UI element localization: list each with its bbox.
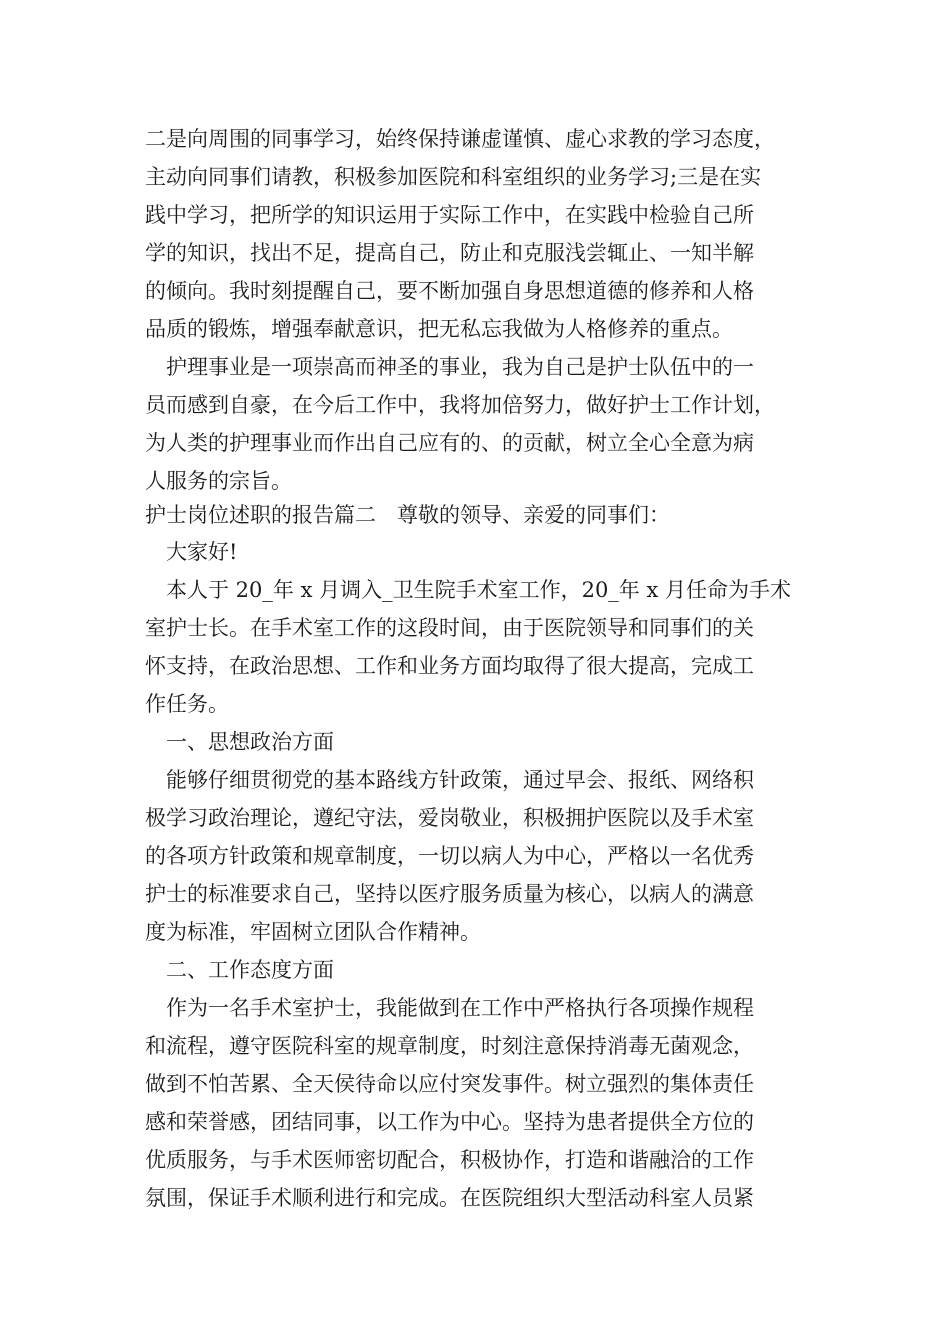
text-line: 品质的锻炼，增强奉献意识，把无私忘我做为人格修养的重点。: [145, 317, 733, 341]
subheading: 一、思想政治方面: [166, 730, 334, 754]
text-line: 氛围，保证手术顺利进行和完成。在医院组织大型活动科室人员紧: [145, 1186, 754, 1210]
text-line: 度为标准，牢固树立团队合作精神。: [145, 920, 481, 944]
text-line: 本人于 20_年 x 月调入_卫生院手术室工作，20_年 x 月任命为手术: [166, 578, 792, 602]
text-line: 和流程，遵守医院科室的规章制度，时刻注意保持消毒无菌观念，: [145, 1034, 754, 1058]
text-line: 做到不怕苦累、全天侯待命以应付突发事件。树立强烈的集体责任: [145, 1072, 754, 1096]
subheading: 二、工作态度方面: [166, 958, 334, 982]
text-line: 学的知识，找出不足，提高自己，防止和克服浅尝辄止、一知半解: [145, 241, 754, 265]
text-line: 极学习政治理论，遵纪守法，爱岗敬业，积极拥护医院以及手术室: [145, 806, 754, 830]
text-line: 护士的标准要求自己，坚持以医疗服务质量为核心，以病人的满意: [145, 882, 754, 906]
text-line: 员而感到自豪，在今后工作中，我将加倍努力，做好护士工作计划，: [145, 393, 775, 417]
section-heading: 护士岗位述职的报告篇二 尊敬的领导、亲爱的同事们：: [145, 503, 670, 527]
text-line: 践中学习，把所学的知识运用于实际工作中，在实践中检验自己所: [145, 203, 754, 227]
text-line: 怀支持，在政治思想、工作和业务方面均取得了很大提高，完成工: [145, 654, 754, 678]
text-line: 能够仔细贯彻党的基本路线方针政策，通过早会、报纸、网络积: [166, 768, 754, 792]
text-line: 作任务。: [145, 692, 229, 716]
text-line: 主动向同事们请教，积极参加医院和科室组织的业务学习;三是在实: [145, 165, 762, 189]
text-line: 的倾向。我时刻提醒自己，要不断加强自身思想道德的修养和人格: [145, 279, 754, 303]
text-line: 优质服务，与手术医师密切配合，积极协作，打造和谐融洽的工作: [145, 1148, 754, 1172]
greeting: 大家好!: [166, 540, 238, 564]
text-line: 室护士长。在手术室工作的这段时间，由于医院领导和同事们的关: [145, 616, 754, 640]
text-line: 护理事业是一项崇高而神圣的事业，我为自己是护士队伍中的一: [166, 355, 754, 379]
text-line: 的各项方针政策和规章制度，一切以病人为中心，严格以一名优秀: [145, 844, 754, 868]
text-line: 感和荣誉感，团结同事，以工作为中心。坚持为患者提供全方位的: [145, 1110, 754, 1134]
text-line: 二是向周围的同事学习，始终保持谦虚谨慎、虚心求教的学习态度，: [145, 127, 775, 151]
text-line: 作为一名手术室护士，我能做到在工作中严格执行各项操作规程: [166, 996, 754, 1020]
text-line: 为人类的护理事业而作出自己应有的、的贡献，树立全心全意为病: [145, 431, 754, 455]
text-line: 人服务的宗旨。: [145, 469, 292, 493]
